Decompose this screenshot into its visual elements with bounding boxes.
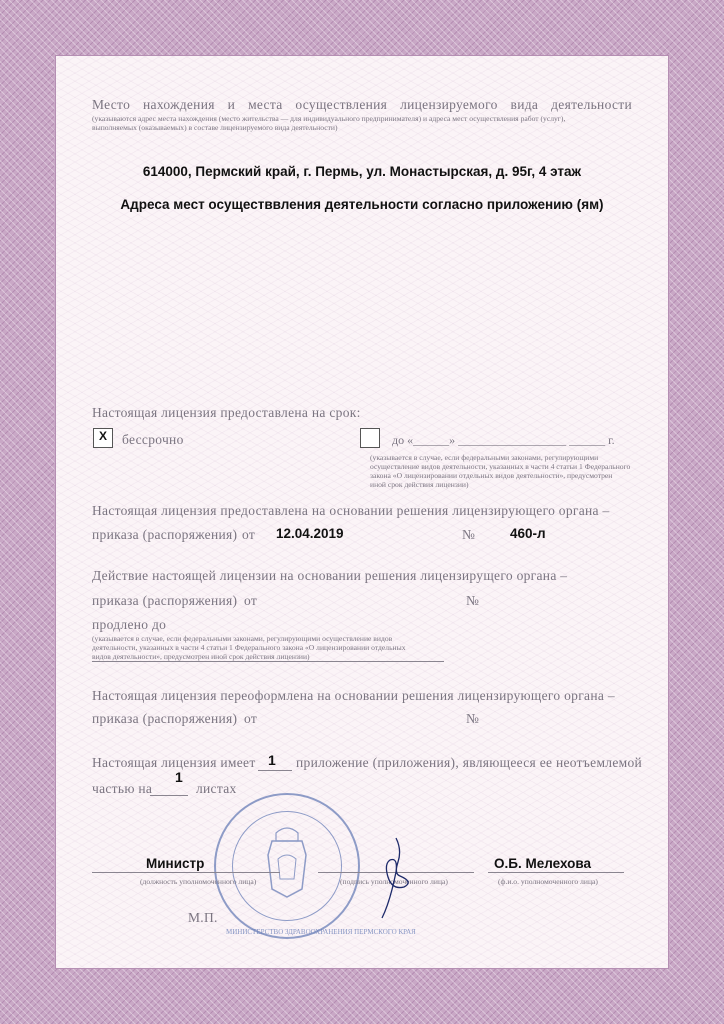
basis-from-label: от [242, 527, 256, 542]
appendix-part-label: частью на [92, 781, 153, 796]
until-note-4: иной срок действия лицензии) [370, 480, 469, 489]
appendix-text-before: Настоящая лицензия имеет [92, 755, 256, 770]
seal-emblem-icon [214, 793, 360, 939]
basis-no-label: № [462, 527, 476, 542]
appendix-sheets-label: листах [196, 781, 237, 796]
extension-note-2: деятельности, указанных в части 4 статьи 1 Федерального закона «О лицензировании отдельных [92, 643, 406, 652]
extension-note-3: видов деятельности», предусмотрен иной срок действия лицензии) [92, 652, 310, 661]
name-line [488, 872, 624, 873]
reissue-from-label: от [244, 711, 258, 726]
location-heading: Место нахождения и места осуществления лицензируемого вида деятельности [92, 97, 632, 112]
extension-note-1: (указывается в случае, если федеральными законами, регулирующими осуществление видов [92, 634, 393, 643]
basis-date: 12.04.2019 [276, 526, 344, 541]
appendix-sheets-line [150, 795, 188, 796]
location-note-1: (указываются адрес места нахождения (место жительства — для индивидуального предпринимателя) и адреса мест осуществления работ (услуг), [92, 114, 566, 123]
appendix-sheets: 1 [175, 769, 183, 785]
appendix-count: 1 [268, 752, 276, 768]
until-label: до «______» __________________ ______ г. [392, 433, 615, 447]
basis-order-label: приказа (распоряжения) [92, 527, 238, 542]
until-checkbox [360, 428, 380, 448]
term-heading: Настоящая лицензия предоставлена на срок: [92, 405, 361, 420]
address-text: 614000, Пермский край, г. Пермь, ул. Монастырская, д. 95г, 4 этаж [142, 164, 582, 179]
until-note-1: (указывается в случае, если федеральными законами, регулирующими [370, 453, 599, 462]
name-caption: (ф.и.о. уполномоченного лица) [498, 877, 598, 886]
reissue-no-label: № [466, 711, 480, 726]
appendix-text-after: приложение (приложения), являющееся ее неотъемлемой [296, 755, 643, 770]
unlimited-label: бессрочно [122, 432, 184, 447]
extension-from-label: от [244, 593, 258, 608]
basis-heading: Настоящая лицензия предоставлена на основании решения лицензирующего органа – [92, 503, 610, 518]
extension-order-label: приказа (распоряжения) [92, 593, 238, 608]
position-line [92, 872, 280, 873]
until-note-3: закона «О лицензировании отдельных видов деятельности», предусмотрен [370, 471, 613, 480]
signer-position: Министр [146, 856, 205, 871]
basis-number: 460-л [510, 526, 546, 541]
signer-name: О.Б. Мелехова [494, 856, 591, 871]
until-note-2: осуществление видов деятельности, указанных в части 4 статьи 1 Федерального [370, 462, 631, 471]
unlimited-checkbox: Х [93, 428, 113, 448]
reissue-heading: Настоящая лицензия переоформлена на основании решения лицензирующего органа – [92, 688, 615, 703]
extension-underline [92, 661, 444, 662]
addresses-note: Адреса мест осуществвления деятельности согласно приложению (ям) [120, 197, 604, 212]
official-seal [214, 793, 360, 939]
sign-caption: (подпись уполномоченного лица) [340, 877, 448, 886]
reissue-order-label: приказа (распоряжения) [92, 711, 238, 726]
extended-until-label: продлено до [92, 617, 167, 632]
location-note-2: выполняемых (оказываемых) в составе лицензируемого вида деятельности) [92, 123, 338, 132]
seal-text: МИНИСТЕРСТВО ЗДРАВООХРАНЕНИЯ ПЕРМСКОГО КРАЯ [226, 928, 416, 936]
appendix-count-line [258, 770, 292, 771]
extension-no-label: № [466, 593, 480, 608]
handwritten-signature-icon [360, 832, 420, 922]
position-caption: (должность уполномоченного лица) [140, 877, 257, 886]
extension-heading: Действие настоящей лицензии на основании решения лицензирущего органа – [92, 568, 568, 583]
seal-place-label: М.П. [188, 910, 218, 925]
